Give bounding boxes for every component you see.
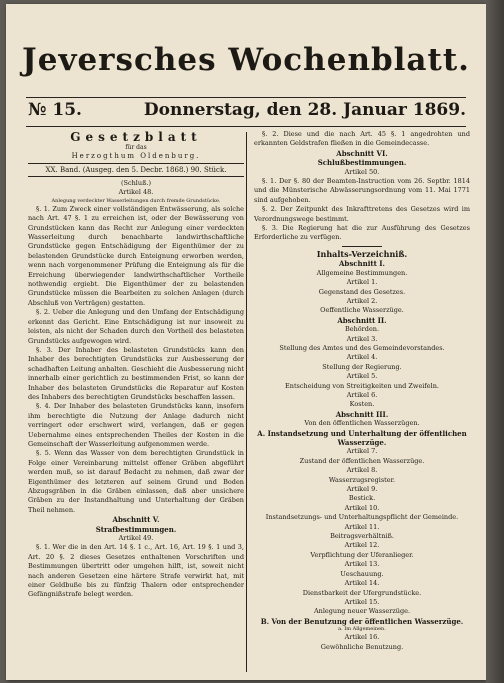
- toc-entry: Zustand der öffentlichen Wasserzüge.: [299, 456, 425, 465]
- paragraph: §. 1. Wer die in den Art. 14 §. 1 c., Art. 16, Art. 19 §. 1 und 3, Art. 20 §. 2 dieses Gesetzes enthaltenen Vorschriften und Bestimmungen übertritt oder umgehen hilft, ist, soweit nicht nach anderen Gesetzen eine härtere Strafe verwirkt hat, mit einer Geldbuße bis zu fünfzig Thalern oder entsprechender Gefängnißstrafe belegt werden.: [28, 543, 244, 599]
- toc-entry: Wasserzugsregister.: [328, 475, 396, 484]
- toc-entry: Artikel 6.: [346, 390, 378, 399]
- toc-entry: Entscheidung von Streitigkeiten und Zweifeln.: [285, 381, 439, 390]
- volume-band: XX. Band. (Ausgeg. den 5. Decbr. 1868.) 90. Stück.: [28, 163, 244, 177]
- toc-entry: Artikel 15.: [344, 597, 380, 606]
- toc-entry: Allgemeine Bestimmungen.: [316, 268, 408, 277]
- toc-entry: Dienstbarkeit der Ufergrundstücke.: [302, 588, 422, 597]
- toc-entry: Beitragsverhältniß.: [330, 532, 394, 541]
- toc-entry: Stellung des Amtes und des Gemeindevorstandes.: [279, 343, 445, 352]
- paragraph: §. 2. Der Zeitpunkt des Inkrafttretens des Gesetzes wird im Verordnungswege bestimmt.: [254, 205, 470, 223]
- toc-entry: B. Von der Benutzung der öffentlichen Wasserzüge.: [260, 616, 464, 626]
- toc-entry: Artikel 11.: [344, 522, 380, 531]
- issue-date: Donnerstag, den 28. Januar 1869.: [143, 100, 466, 120]
- table-of-contents: [254, 259, 470, 652]
- abschnitt-5-title: Strafbestimmungen.: [95, 524, 177, 534]
- toc-entry: Oeffentliche Wasserzüge.: [320, 306, 404, 315]
- masthead-title: Jeversches Wochenblatt.: [22, 42, 470, 78]
- left-column: [28, 130, 244, 600]
- toc-entry: Abschnitt I.: [339, 259, 385, 269]
- artikel-50-heading: Artikel 50.: [344, 167, 380, 176]
- paragraph: §. 1. Der §. 80 der Beamten-Instruction vom 26. Septbr. 1814 und die Münsterische Abwässerungsordnung vom 11. Mai 1771 sind aufgehoben.: [254, 177, 470, 204]
- toc-entry: Artikel 3.: [346, 334, 378, 343]
- toc-entry: Kosten.: [349, 400, 375, 409]
- toc-entry: Stellung der Regierung.: [322, 362, 402, 371]
- schluss-label: (Schluß.): [120, 179, 152, 187]
- abschnitt-5-heading: Abschnitt V.: [112, 515, 160, 525]
- issue-number: № 15.: [28, 100, 82, 120]
- toc-entry: Abschnitt II.: [337, 315, 387, 325]
- gesetzblatt-title: Gesetzblatt: [70, 130, 202, 144]
- masthead-rule-bottom: [26, 126, 466, 127]
- toc-entry: Artikel 4.: [346, 353, 378, 362]
- toc-entry: Verpflichtung der Uferanlieger.: [310, 550, 414, 559]
- paragraph: §. 2. Ueber die Anlegung und den Umfang der Entschädigung erkennt das Gericht. Eine Entschädigung ist nur insoweit zu leisten, als nicht der Schaden durch den Vortheil des belasteten Grundstücks aufgewogen wird.: [28, 308, 244, 345]
- paragraph: §. 3. Die Regierung hat die zur Ausführung des Gesetzes Erforderliche zu verfügen.: [254, 224, 470, 242]
- paragraph: §. 4. Der Inhaber des belasteten Grundstücks kann, insofern ihm berechtigte die Nutzung der Anlage dadurch nicht verringert oder erschwert wird, verlangen, daß er gegen Uebernahme eines entsprechenden Theiles der Kosten in die Gemeinschaft der Wasserleitung aufgenommen werde.: [28, 402, 244, 448]
- toc-entry: Artikel 16.: [344, 633, 380, 642]
- abschnitt-6-title: Schlußbestimmungen.: [317, 158, 407, 168]
- page-edge: [486, 0, 504, 683]
- toc-entry: Gewöhnliche Benutzung.: [320, 642, 404, 651]
- issue-line: [28, 100, 466, 124]
- masthead-rule-top: [26, 97, 466, 98]
- newspaper-page: [6, 4, 486, 680]
- toc-entry: Artikel 9.: [346, 485, 378, 494]
- abschnitt-6-heading: Abschnitt VI.: [336, 148, 388, 158]
- toc-entry: Artikel 12.: [344, 541, 380, 550]
- toc-entry: Anlegung neuer Wasserzüge.: [313, 607, 411, 616]
- gesetzblatt-subtitle-1: für das: [125, 144, 147, 151]
- column-divider: [246, 132, 247, 672]
- toc-entry: Artikel 2.: [346, 296, 378, 305]
- toc-entry: Behörden.: [344, 325, 380, 334]
- section-rule: [342, 246, 382, 247]
- toc-entry: Bestick.: [348, 494, 376, 503]
- paragraph: §. 1. Zum Zweck einer vollständigen Entwässerung, als solche nach Art. 47 §. 1 zu erreichen ist, oder der Bewässerung von Grundstücken kann das Recht zur Anlegung einer verdeckten Wasserleitung durch benachbarte landwirthschaftliche Grundstücke gegen Entschädigung der Eigenthümer der zu belastenden Grundstücke durch Enteignung erworben werden, wenn nach vorgenommener Prüfung die Enteignung als für die Erreichung überwiegender landwirthschaftlicher Vortheile nothwendig ergiebt. Die Eigenthümer der zu belastenden Grundstücke müssen die Bearbeiten zu solchen Anlagen (durch Abschluß von Verträgen) gestatten.: [28, 204, 244, 307]
- toc-entry: Artikel 5.: [346, 372, 378, 381]
- artikel-49-heading: Artikel 49.: [118, 534, 154, 543]
- toc-entry: a. Im Allgemeinen.: [338, 626, 386, 633]
- toc-entry: Instandsetzungs- und Unterhaltungspflicht der Gemeinde.: [265, 513, 459, 522]
- artikel-48-heading: Artikel 48.: [118, 188, 154, 197]
- paragraph: §. 2. Diese und die nach Art. 45 §. 1 angedrohten und erkannten Geldstrafen fließen in die Gemeindecasse.: [254, 130, 470, 148]
- gesetzblatt-subtitle-2: Herzogthum Oldenburg.: [71, 152, 201, 160]
- toc-entry: Von den öffentlichen Wasserzügen.: [304, 419, 420, 428]
- table-of-contents-title: Inhalts-Verzeichniß.: [316, 248, 408, 259]
- artikel-48-subtitle: Anlegung verdeckter Wasserleitungen durch fremde Grundstücke.: [51, 197, 221, 204]
- toc-entry: A. Instandsetzung und Unterhaltung der öffentlichen Wasserzüge.: [257, 428, 467, 447]
- toc-entry: Artikel 14.: [344, 579, 380, 588]
- paragraph: §. 3. Der Inhaber des belasteten Grundstücks kann den Inhaber des berechtigten Grundstücks zur Ausbesserung der schadhaften Leitung anhalten. Geschieht die Ausbesserung nicht innerhalb einer gerichtlich zu bestimmenden Frist, so kann der Inhaber des belasteten Grundstücks die Reparatur auf Kosten des Inhabers des berechtigten Grundstücks beschaffen lassen.: [28, 345, 244, 401]
- toc-entry: Artikel 1.: [346, 278, 378, 287]
- toc-entry: Artikel 7.: [346, 447, 378, 456]
- toc-entry: Abschnitt III.: [335, 409, 389, 419]
- toc-entry: Artikel 8.: [346, 466, 378, 475]
- paragraph: §. 5. Wenn das Wasser von dem berechtigten Grundstück in Folge einer Vereinbarung mittelst offener Gräben abgeführt werden muß, so ist darauf Bedacht zu nehmen, daß zwar der Eigenthümer des letzteren auf seinem Grund und Boden Abzugsgräben in die Gräben einlassen, daß aber unsichere Gräben zu der Instandhaltung und Unterhaltung der Gräben Theil nehmen.: [28, 449, 244, 514]
- toc-entry: Ueschauung.: [340, 569, 384, 578]
- toc-entry: Artikel 13.: [344, 560, 380, 569]
- right-column: [254, 130, 470, 652]
- toc-entry: Artikel 10.: [344, 503, 380, 512]
- toc-entry: Gegenstand des Gesetzes.: [318, 287, 406, 296]
